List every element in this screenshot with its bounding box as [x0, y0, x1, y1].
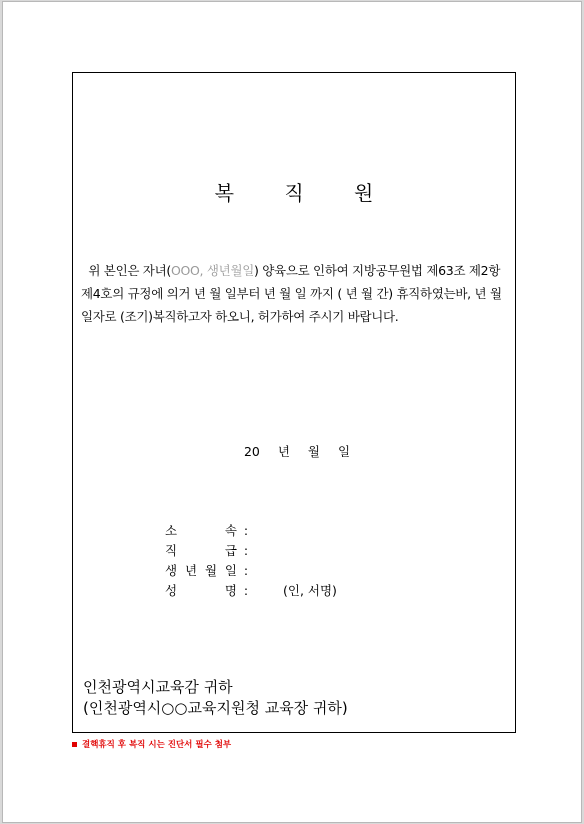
field-rank: 직 급 : — [165, 543, 249, 558]
recipient-line-1: 인천광역시교육감 귀하 — [83, 678, 233, 696]
recipient — [83, 677, 348, 719]
form-body — [81, 259, 509, 328]
document-page — [2, 1, 582, 823]
field-department: 소 속 : — [165, 523, 249, 538]
recipient-line-2: (인천광역시○○교육지원청 교육장 귀하) — [83, 699, 348, 717]
signature-placeholder: (인, 서명) — [283, 583, 337, 598]
footnote: 결핵휴직 후 복직 시는 진단서 필수 첨부 — [72, 738, 231, 750]
form-frame — [72, 72, 516, 733]
body-text-2: ) 양육으로 인하여 지방공무원법 제63조 제2항 제4호의 규정에 의거 년 월 일부터 년 월 일 까지 ( 년 월 간) 휴직하였는바, 년 월 일자로 (조기)복직하고자 하오니, 허가하여 주시기 바랍니다. — [81, 263, 502, 324]
square-bullet-icon — [72, 742, 77, 747]
child-info-placeholder: OOO, 생년월일 — [170, 263, 255, 278]
form-title: 복 직 원 — [214, 181, 396, 205]
applicant-fields — [165, 521, 337, 601]
field-birthdate: 생 년 월 일 : — [165, 563, 249, 578]
body-text-1: 위 본인은 자녀( — [88, 263, 171, 278]
form-date: 20 년 월 일 — [243, 444, 351, 459]
field-name: 성 명 : (인, 서명) — [165, 581, 337, 601]
